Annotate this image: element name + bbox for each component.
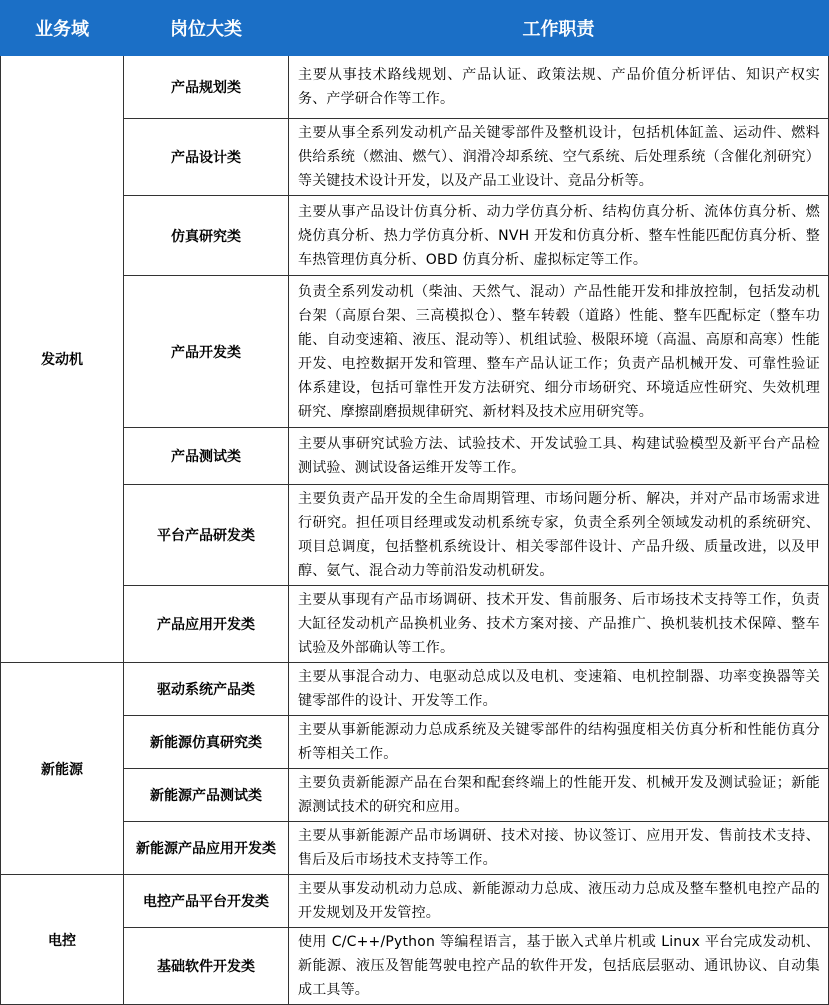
duty-cell: 主要从事新能源产品市场调研、技术对接、协议签订、应用开发、售前技术支持、售后及后市场技术支持等工作。 <box>289 822 829 875</box>
table-row <box>1 769 829 822</box>
duty-cell: 主要从事现有产品市场调研、技术开发、售前服务、后市场技术支持等工作，负责大缸径发动机产品换机业务、技术方案对接、产品推广、换机装机技术保障、整车试验及外部确认等工作。 <box>289 586 829 663</box>
category-cell: 电控产品平台开发类 <box>124 875 289 928</box>
table-row <box>1 428 829 485</box>
domain-cell-electronic-control: 电控 <box>1 875 124 1005</box>
category-cell: 产品规划类 <box>124 56 289 119</box>
table-row <box>1 56 829 119</box>
duty-cell: 主要从事产品设计仿真分析、动力学仿真分析、结构仿真分析、流体仿真分析、燃烧仿真分析、热力学仿真分析、NVH 开发和仿真分析、整车性能匹配仿真分析、整车热管理仿真分析、OBD 仿真分析、虚拟标定等工作。 <box>289 196 829 276</box>
duty-cell: 主要从事发动机动力总成、新能源动力总成、液压动力总成及整车整机电控产品的开发规划及开发管控。 <box>289 875 829 928</box>
category-cell: 新能源产品测试类 <box>124 769 289 822</box>
table-row <box>1 276 829 428</box>
duty-cell: 负责全系列发动机（柴油、天然气、混动）产品性能开发和排放控制，包括发动机台架（高原台架、三高模拟仓）、整车转毂（道路）性能、整车匹配标定（整车功能、自动变速箱、液压、混动等）、机组试验、极限环境（高温、高原和高寒）性能开发、电控数据开发和管理、整车产品认证工作；负责产品机械开发、可靠性验证体系建设，包括可靠性开发方法研究、细分市场研究、环境适应性研究、失效机理研究、摩擦副磨损规律研究、新材料及技术应用研究等。 <box>289 276 829 428</box>
table-row <box>1 485 829 586</box>
category-cell: 新能源仿真研究类 <box>124 716 289 769</box>
table-row <box>1 716 829 769</box>
duty-cell: 主要负责新能源产品在台架和配套终端上的性能开发、机械开发及测试验证；新能源测试技术的研究和应用。 <box>289 769 829 822</box>
table-row <box>1 822 829 875</box>
category-cell: 产品测试类 <box>124 428 289 485</box>
duty-cell: 主要从事混合动力、电驱动总成以及电机、变速箱、电机控制器、功率变换器等关键零部件的设计、开发等工作。 <box>289 663 829 716</box>
table-row <box>1 196 829 276</box>
header-duty: 工作职责 <box>289 1 829 56</box>
domain-cell-engine: 发动机 <box>1 56 124 663</box>
table-row <box>1 875 829 928</box>
category-cell: 新能源产品应用开发类 <box>124 822 289 875</box>
header-domain: 业务域 <box>1 1 124 56</box>
category-cell: 产品开发类 <box>124 276 289 428</box>
category-cell: 产品应用开发类 <box>124 586 289 663</box>
table-row <box>1 586 829 663</box>
header-row <box>1 1 829 56</box>
header-category: 岗位大类 <box>124 1 289 56</box>
table-row <box>1 663 829 716</box>
duty-cell: 主要从事技术路线规划、产品认证、政策法规、产品价值分析评估、知识产权实务、产学研合作等工作。 <box>289 56 829 119</box>
category-cell: 仿真研究类 <box>124 196 289 276</box>
duty-cell: 主要从事研究试验方法、试验技术、开发试验工具、构建试验模型及新平台产品检测试验、测试设备运维开发等工作。 <box>289 428 829 485</box>
duty-cell: 主要从事全系列发动机产品关键零部件及整机设计，包括机体缸盖、运动件、燃料供给系统（燃油、燃气）、润滑冷却系统、空气系统、后处理系统（含催化剂研究）等关键技术设计开发，以及产品工业设计、竞品分析等。 <box>289 119 829 196</box>
category-cell: 产品设计类 <box>124 119 289 196</box>
domain-cell-new-energy: 新能源 <box>1 663 124 875</box>
duty-cell: 主要从事新能源动力总成系统及关键零部件的结构强度相关仿真分析和性能仿真分析等相关工作。 <box>289 716 829 769</box>
duty-cell: 主要负责产品开发的全生命周期管理、市场问题分析、解决，并对产品市场需求进行研究。担任项目经理或发动机系统专家，负责全系列全领域发动机的系统研究、项目总调度，包括整机系统设计、相关零部件设计、产品升级、质量改进，以及甲醇、氨气、混合动力等前沿发动机研发。 <box>289 485 829 586</box>
category-cell: 驱动系统产品类 <box>124 663 289 716</box>
category-cell: 基础软件开发类 <box>124 928 289 1005</box>
duty-cell: 使用 C/C++/Python 等编程语言，基于嵌入式单片机或 Linux 平台完成发动机、新能源、液压及智能驾驶电控产品的软件开发，包括底层驱动、通讯协议、自动集成工具等。 <box>289 928 829 1005</box>
table-row <box>1 928 829 1005</box>
category-cell: 平台产品研发类 <box>124 485 289 586</box>
table-row <box>1 119 829 196</box>
